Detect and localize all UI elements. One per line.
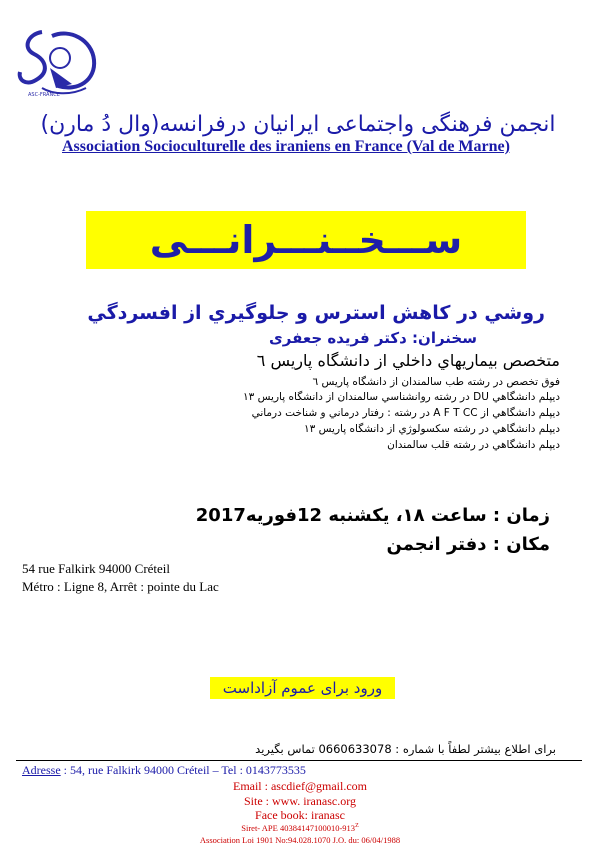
contact-info: برای اطلاع بیشتر لطفاً با شماره : 0660633078 تماس بگیرید xyxy=(255,742,556,756)
free-entry-badge xyxy=(210,677,395,699)
org-name-persian: انجمن فرهنگی واجتماعی ایرانیان درفرانسه(وال دُ مارن) xyxy=(40,112,556,137)
free-entry-text: ورود برای عموم آزاداست xyxy=(222,679,383,697)
credential-item: ديپلم دانشگاهي در رشته قلب سالمندان xyxy=(387,439,560,451)
footer-facebook: Face book: iranasc xyxy=(255,808,345,822)
footer-address-text: : 54, rue Falkirk 94000 Créteil – Tel : 0143773535 xyxy=(60,763,306,777)
banner-title: ســـخــنـــرانـــی xyxy=(149,218,463,262)
event-time: زمان : ساعت ١٨، يكشنبه 12فوريه2017 xyxy=(195,505,550,526)
org-name-french: Association Socioculturelle des iraniens en France (Val de Marne) xyxy=(62,138,510,155)
lecture-banner xyxy=(86,211,526,269)
footer-association-loi: Association Loi 1901 No:94.028.1070 J.O. du: 06/04/1988 xyxy=(199,835,401,845)
speaker-name: سخنران: دکتر فریده جعفری xyxy=(269,329,477,347)
speaker-specialty: متخصص بيماريهاي داخلي از دانشگاه پاريس ٦ xyxy=(256,351,560,370)
credential-item: ديپلم دانشگاهي DU در رشته روانشناسي سالمندان از دانشگاه پاريس ١٣ xyxy=(243,391,560,403)
divider xyxy=(16,760,582,761)
credential-item: فوق تخصص در رشته طب سالمندان از دانشگاه پاريس ٦ xyxy=(312,376,560,388)
credential-item: ديپلم دانشگاهي از A F T CC در رشته : رفتار درماني و شناخت درماني xyxy=(251,407,560,419)
footer-siret-text: Siret- APE 40384147100010-913 xyxy=(241,823,356,833)
footer-address xyxy=(22,763,306,778)
event-address: 54 rue Falkirk 94000 Créteil xyxy=(22,561,171,576)
footer-address-label: Adresse xyxy=(22,763,61,777)
lecture-topic: روشي در كاهش استرس و جلوگيري از افسردگي xyxy=(87,302,545,324)
footer-email: Email : ascdief@gmail.com xyxy=(232,779,367,793)
event-metro: Métro : Ligne 8, Arrêt : pointe du Lac xyxy=(22,579,219,594)
footer-siret-sup: Z xyxy=(355,823,359,830)
footer-site: Site : www. iranasc.org xyxy=(244,794,356,808)
credential-item: ديپلم دانشگاهي در رشته سكسولوژي از دانشگاه پاريس ١٣ xyxy=(304,423,560,435)
footer-siret xyxy=(0,823,600,833)
logo-caption: ASC-FRANCE xyxy=(28,92,60,98)
event-place: مکان : دفتر انجمن xyxy=(386,534,550,555)
association-logo xyxy=(12,26,104,106)
